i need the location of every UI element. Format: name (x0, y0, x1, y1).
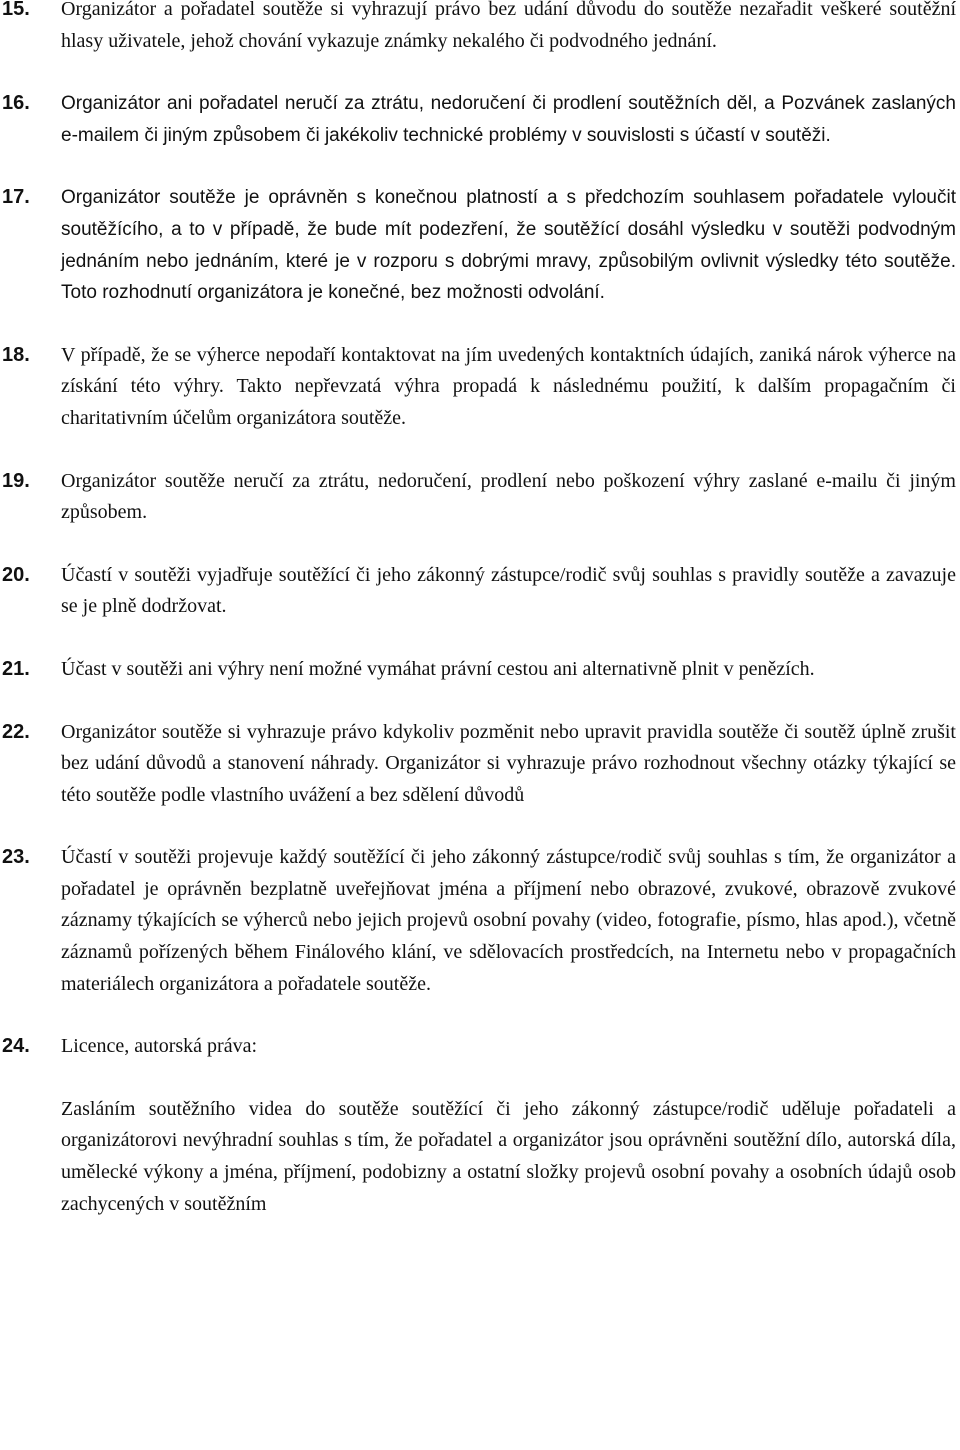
rule-number: 16. (2, 92, 30, 115)
spacer (0, 309, 960, 340)
rule-number: 24. (2, 1035, 30, 1058)
rule-item-21 (0, 654, 960, 686)
rule-item-15 (0, 0, 960, 57)
rule-number: 18. (2, 343, 30, 366)
spacer (0, 811, 960, 842)
rule-text: Licence, autorská práva: (61, 1035, 258, 1058)
spacer (0, 529, 960, 560)
rule-text: Organizátor soutěže neručí za ztrátu, nedoručení, prodlení nebo poškození výhry zaslané e-mailu či jiným způsobem. (61, 469, 956, 524)
rule-number: 22. (2, 720, 30, 743)
rule-item-22 (0, 717, 960, 812)
rule-item-17 (0, 182, 960, 308)
rule-number: 20. (2, 563, 30, 586)
rule-text: Organizátor ani pořadatel neručí za ztrátu, nedoručení či prodlení soutěžních děl, a Pozvánek zaslaných e-mailem či jiným způsobem či jakékoliv technické problémy v souvislosti s účastí v soutěži. (61, 93, 956, 146)
spacer (0, 1063, 960, 1094)
rule-item-19 (0, 466, 960, 529)
spacer (0, 57, 960, 88)
rule-text: Účastí v soutěži vyjadřuje soutěžící či jeho zákonný zástupce/rodič svůj souhlas s pravidly soutěže a zavazuje se je plně dodržovat. (61, 563, 956, 618)
licence-paragraph: Zasláním soutěžního videa do soutěže soutěžící či jeho zákonný zástupce/rodič uděluje pořadateli a organizátorovi nevýhradní souhlas s tím, že pořadatel a organizátor jsou oprávněni soutěžní dílo, autorská díla, umělecké výkony a jména, příjmení, podobizny a ostatní složky projevů osobní povahy a osobních údajů osob zachycených v soutěžním (61, 1097, 956, 1215)
rule-text: Účastí v soutěži projevuje každý soutěžící či jeho zákonný zástupce/rodič svůj souhlas s tím, že organizátor a pořadatel je oprávněn bezplatně uveřejňovat jména a příjmení nebo obrazové, zvukové, obrazově zvukové záznamy týkajících se výherců nebo jejich projevů osobní povahy (video, fotografie, písmo, hlas apod.), včetně záznamů pořízených během Finálového klání, ve sdělovacích prostředcích, na Internetu nebo v propagačních materiálech organizátora a pořadatele soutěže. (61, 846, 956, 995)
rule-text: V případě, že se výherce nepodaří kontaktovat na jím uvedených kontaktních údajích, zaniká nárok výherce na získání této výhry. Takto nepřevzatá výhra propadá k následnému použití, k dalším propagačním či charitativním účelům organizátora soutěže. (61, 343, 956, 429)
rule-number: 21. (2, 657, 30, 680)
rule-number: 17. (2, 186, 30, 209)
spacer (0, 623, 960, 654)
rule-text: Organizátor soutěže je oprávněn s konečnou platností a s předchozím souhlasem pořadatele vyloučit soutěžícího, a to v případě, že bude mít podezření, že soutěžící dosáhl výsledku v soutěži podvodným jednáním nebo jednáním, které je v rozporu s dobrými mravy, způsobilým ovlivnit výsledky této soutěže. Toto rozhodnutí organizátora je konečné, bez možnosti odvolání. (61, 187, 956, 304)
rule-item-20 (0, 560, 960, 623)
rule-item-18 (0, 340, 960, 435)
rule-number: 15. (2, 0, 30, 20)
rule-item-23 (0, 842, 960, 1000)
rule-number: 23. (2, 846, 30, 869)
rule-text: Organizátor soutěže si vyhrazuje právo kdykoliv pozměnit nebo upravit pravidla soutěže či soutěž úplně zrušit bez udání důvodů a stanovení náhrady. Organizátor si vyhrazuje právo rozhodnout všechny otázky týkající se této soutěže podle vlastního uvážení a bez sdělení důvodů (61, 720, 956, 806)
rule-item-24 (0, 1031, 960, 1063)
rule-number: 19. (2, 469, 30, 492)
rule-item-16 (0, 88, 960, 151)
spacer (0, 151, 960, 182)
rule-text: Organizátor a pořadatel soutěže si vyhrazují právo bez udání důvodu do soutěže nezařadit veškeré soutěžní hlasy uživatele, jehož chování vykazuje známky nekalého či podvodného jednání. (61, 0, 956, 52)
spacer (0, 1000, 960, 1031)
rule-text: Účast v soutěži ani výhry není možné vymáhat právní cestou ani alternativně plnit v penězích. (61, 657, 815, 680)
spacer (0, 435, 960, 466)
spacer (0, 686, 960, 717)
